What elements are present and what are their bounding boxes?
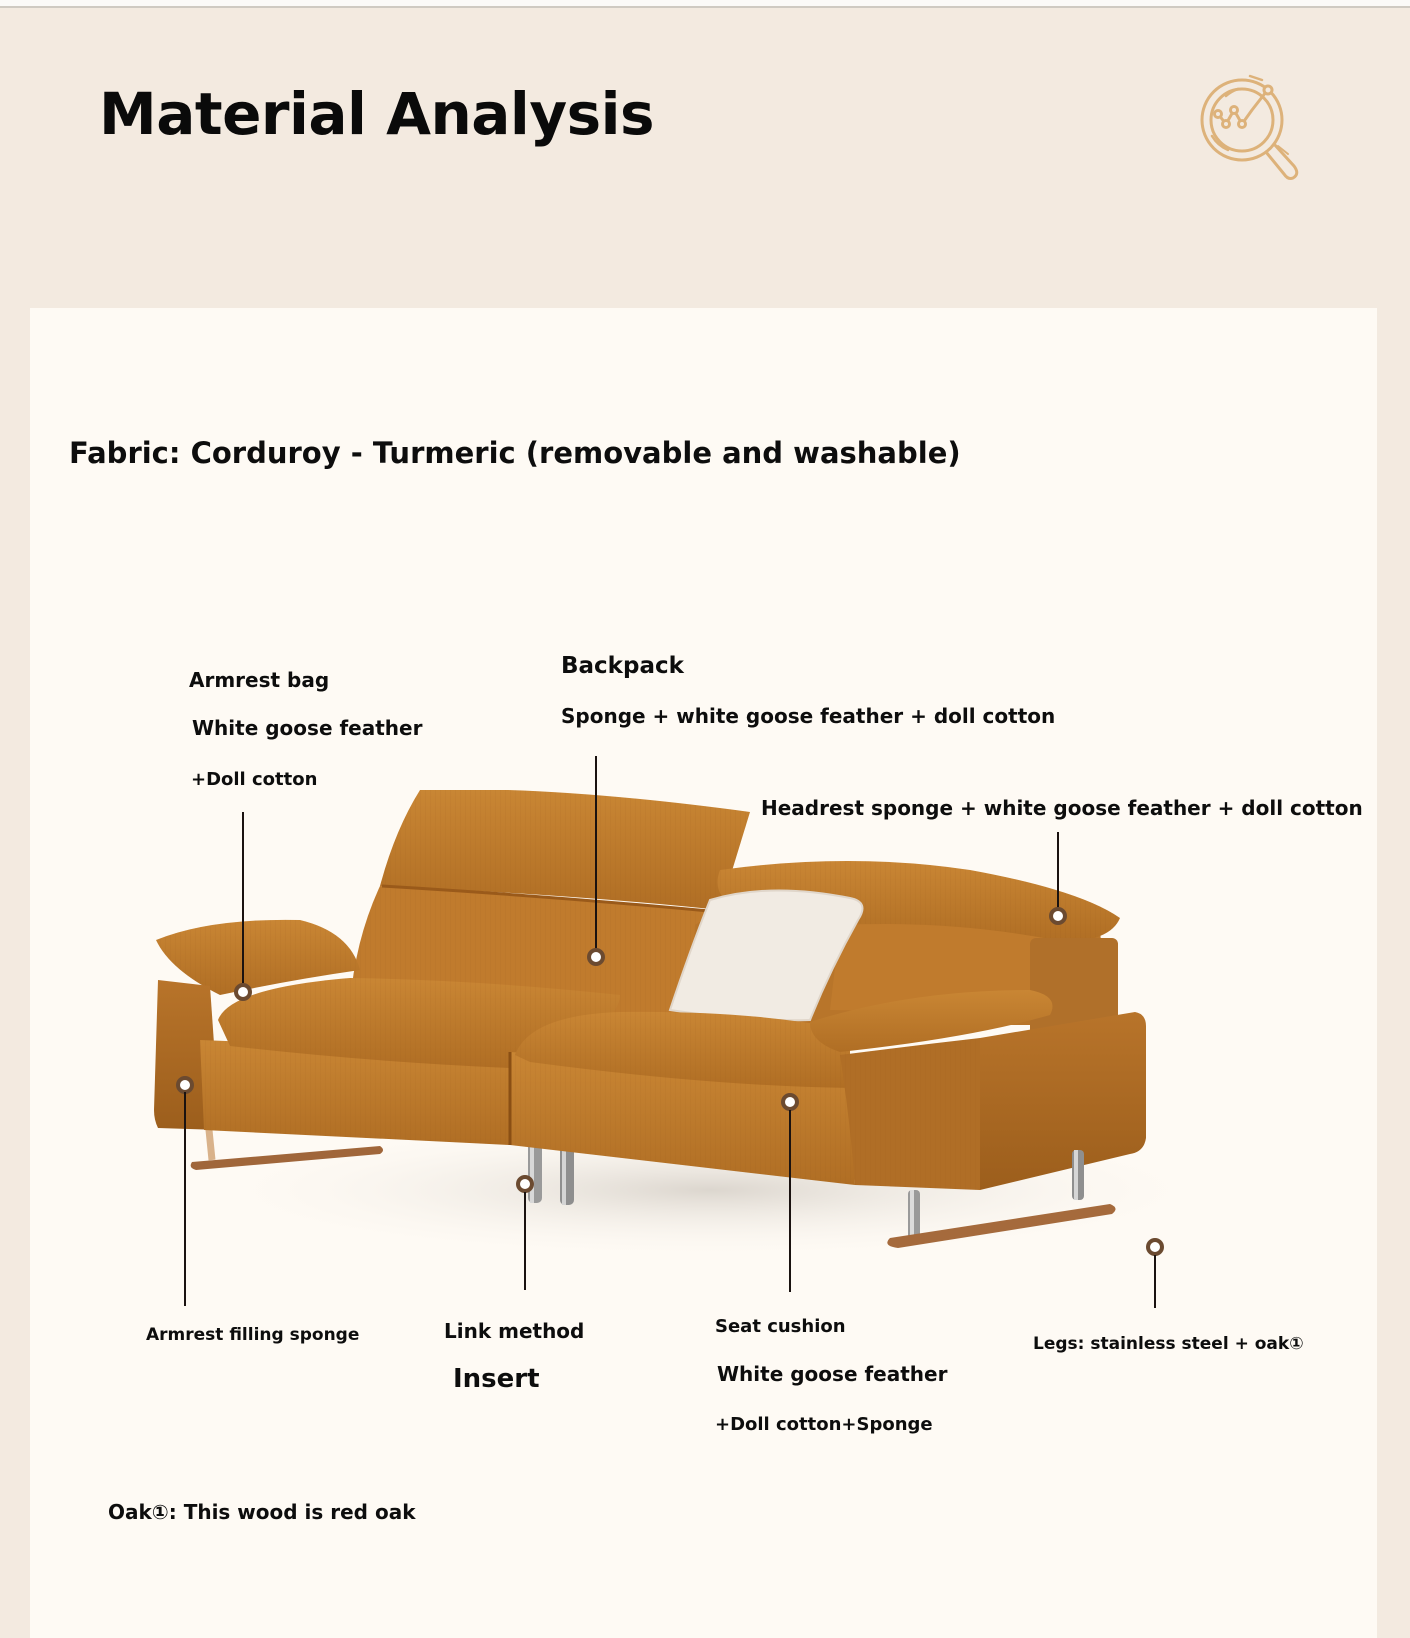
seat-cushion-title: Seat cushion xyxy=(715,1316,846,1337)
marker-headrest[interactable] xyxy=(1049,907,1067,925)
backpack-title: Backpack xyxy=(561,653,684,679)
page-title: Material Analysis xyxy=(99,80,655,148)
seat-cushion-line2: +Doll cotton+Sponge xyxy=(715,1414,933,1435)
armrest-bag-line2: +Doll cotton xyxy=(191,769,318,790)
marker-legs[interactable] xyxy=(1146,1238,1164,1256)
seat-cushion-line1: White goose feather xyxy=(717,1362,948,1386)
sofa-illustration xyxy=(150,790,1250,1310)
legs-title: Legs: stainless steel + oak① xyxy=(1033,1334,1304,1354)
marker-seat-cushion[interactable] xyxy=(781,1093,799,1111)
armrest-filling-title: Armrest filling sponge xyxy=(146,1325,360,1345)
marker-link-method[interactable] xyxy=(516,1175,534,1193)
headrest-title: Headrest sponge + white goose feather + doll cotton xyxy=(761,796,1363,820)
leader-line-link-method xyxy=(524,1192,526,1290)
marker-backpack[interactable] xyxy=(587,948,605,966)
magnifier-chart-icon xyxy=(1190,62,1320,192)
link-method-title: Link method xyxy=(444,1319,585,1343)
leader-line-armrest-bag xyxy=(242,812,244,990)
leader-line-headrest xyxy=(1057,832,1059,912)
fabric-heading: Fabric: Corduroy - Turmeric (removable and washable) xyxy=(69,436,961,470)
link-method-value: Insert xyxy=(453,1364,540,1394)
oak-footnote: Oak①: This wood is red oak xyxy=(108,1500,416,1524)
top-divider xyxy=(0,6,1410,8)
marker-armrest-bag[interactable] xyxy=(234,983,252,1001)
leader-line-backpack xyxy=(595,756,597,951)
leader-line-seat-cushion xyxy=(789,1110,791,1292)
armrest-bag-line1: White goose feather xyxy=(192,716,423,740)
backpack-line1: Sponge + white goose feather + doll cotton xyxy=(561,704,1056,728)
leader-line-legs xyxy=(1154,1255,1156,1308)
leader-line-armrest-filling xyxy=(184,1092,186,1306)
armrest-bag-title: Armrest bag xyxy=(189,668,330,692)
